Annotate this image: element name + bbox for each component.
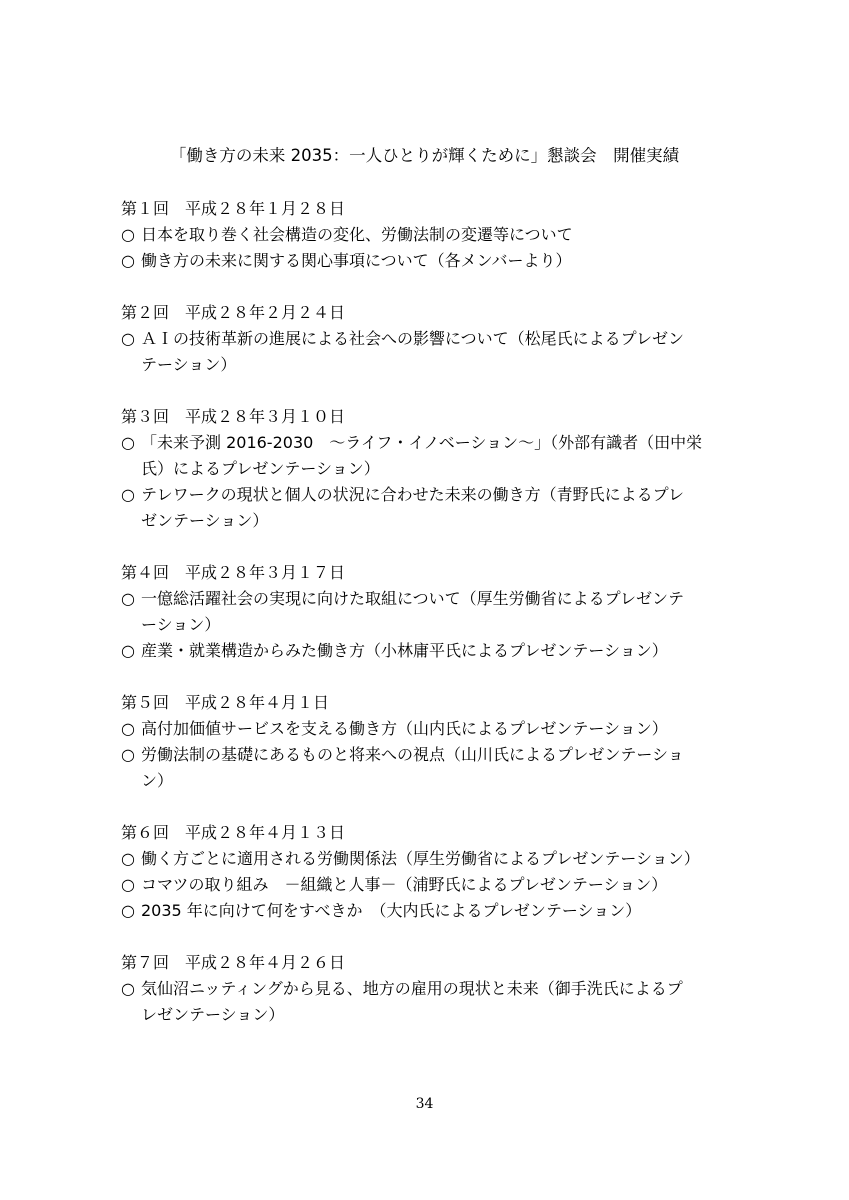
session-heading: 第１回 平成２８年１月２８日 [121, 199, 346, 218]
page-number: 34 [415, 1096, 434, 1112]
agenda-item-text: 「未来予測 2016-2030 ～ライフ・イノベーション～」（外部有識者（田中栄 [141, 433, 703, 452]
session-6 [121, 820, 733, 924]
agenda-item-text-continued: 氏）によるプレゼンテーション） [141, 459, 380, 478]
agenda-item-text: ＡＩの技術革新の進展による社会への影響について（松尾氏によるプレゼン [141, 329, 685, 348]
circle-bullet-icon: ○ [121, 745, 135, 764]
circle-bullet-icon: ○ [121, 901, 135, 920]
agenda-item-text: 2035 年に向けて何をすべきか （大内氏によるプレゼンテーション） [141, 901, 642, 920]
agenda-item [121, 716, 733, 742]
session-heading: 第３回 平成２８年３月１０日 [121, 407, 346, 426]
circle-bullet-icon: ○ [121, 251, 135, 270]
session-heading: 第４回 平成２８年３月１７日 [121, 563, 346, 582]
circle-bullet-icon: ○ [121, 849, 135, 868]
agenda-item-text: 産業・就業構造からみた働き方（小林庸平氏によるプレゼンテーション） [141, 641, 668, 660]
agenda-item-text: 日本を取り巻く社会構造の変化、労働法制の変遷等について [141, 225, 573, 244]
circle-bullet-icon: ○ [121, 979, 135, 998]
session-7 [121, 950, 733, 1028]
agenda-item-text-continued: レゼンテーション） [141, 1005, 285, 1024]
session-1 [121, 196, 733, 274]
agenda-item [121, 248, 733, 274]
circle-bullet-icon: ○ [121, 225, 135, 244]
agenda-item [121, 846, 733, 872]
circle-bullet-icon: ○ [121, 641, 135, 660]
session-list [121, 196, 733, 1054]
agenda-item-text: 気仙沼ニッティングから見る、地方の雇用の現状と未来（御手洗氏によるプ [141, 979, 683, 998]
circle-bullet-icon: ○ [121, 719, 135, 738]
session-heading: 第２回 平成２８年２月２４日 [121, 303, 346, 322]
agenda-item-text: 高付加価値サービスを支える働き方（山内氏によるプレゼンテーション） [141, 719, 668, 738]
agenda-item [121, 430, 733, 482]
circle-bullet-icon: ○ [121, 329, 135, 348]
agenda-item [121, 586, 733, 638]
agenda-item-text: コマツの取り組み －組織と人事－（浦野氏によるプレゼンテーション） [141, 875, 668, 894]
session-4 [121, 560, 733, 664]
agenda-item-text-continued: テーション） [141, 355, 237, 374]
circle-bullet-icon: ○ [121, 485, 135, 504]
session-3 [121, 404, 733, 534]
agenda-item [121, 872, 733, 898]
circle-bullet-icon: ○ [121, 875, 135, 894]
agenda-item [121, 742, 733, 794]
agenda-item [121, 326, 733, 378]
agenda-item-text: 労働法制の基礎にあるものと将来への視点（山川氏によるプレゼンテーショ [141, 745, 684, 764]
circle-bullet-icon: ○ [121, 589, 135, 608]
agenda-item [121, 638, 733, 664]
session-heading: 第６回 平成２８年４月１３日 [121, 823, 346, 842]
agenda-item-text: 働く方ごとに適用される労働関係法（厚生労働省によるプレゼンテーション） [141, 849, 700, 868]
agenda-item-text: 一億総活躍社会の実現に向けた取組について（厚生労働省によるプレゼンテ [141, 589, 685, 608]
agenda-item-text: 働き方の未来に関する関心事項について（各メンバーより） [141, 251, 572, 270]
circle-bullet-icon: ○ [121, 433, 135, 452]
session-heading: 第７回 平成２８年４月２６日 [121, 953, 346, 972]
agenda-item [121, 898, 733, 924]
agenda-item-text-continued: ーション） [141, 615, 221, 634]
agenda-item [121, 222, 733, 248]
document-title: 「働き方の未来 2035：一人ひとりが輝くために」懇談会 開催実績 [169, 146, 680, 165]
agenda-item-text: テレワークの現状と個人の状況に合わせた未来の働き方（青野氏によるプレ [141, 485, 685, 504]
agenda-item [121, 976, 733, 1028]
session-2 [121, 300, 733, 378]
session-5 [121, 690, 733, 794]
agenda-item-text-continued: ン） [141, 771, 174, 790]
session-heading: 第５回 平成２８年４月１日 [121, 693, 330, 712]
agenda-item-text-continued: ゼンテーション） [141, 511, 269, 530]
agenda-item [121, 482, 733, 534]
